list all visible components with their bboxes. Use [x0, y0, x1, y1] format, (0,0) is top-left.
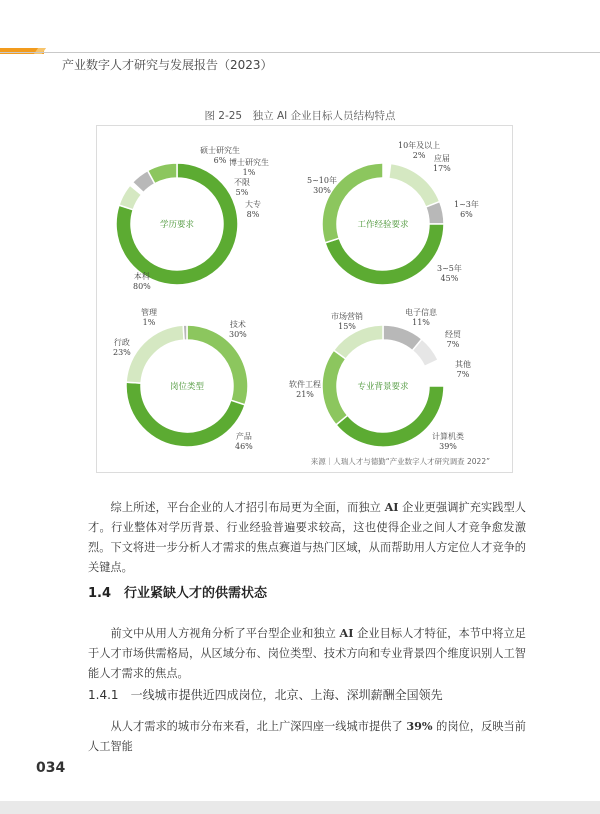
- figure-caption: 图 2-25 独立 AI 企业目标人员结构特点: [204, 110, 396, 122]
- subsection-heading: 1.4.1 一线城市提供近四成岗位，北京、上海、深圳薪酬全国领先: [88, 688, 443, 702]
- running-header: 产业数字人才研究与发展报告（2023）: [62, 58, 273, 72]
- chart1-label-master: 硕士研究生 6%: [200, 146, 240, 165]
- chart1-label-unlimited: 不限 5%: [234, 178, 250, 197]
- chart4-label-software: 软件工程 21%: [289, 380, 321, 399]
- chart4-slice-3: [336, 386, 444, 447]
- chart3-slice-3: [183, 325, 187, 340]
- chart4-label-other: 其他 7%: [455, 360, 471, 379]
- chart3-label-tech: 技术 30%: [229, 320, 247, 339]
- chart4-label-cs: 计算机类 39%: [432, 432, 464, 451]
- page-number: 034: [36, 760, 66, 776]
- chart3-label-mgmt: 管理 1%: [141, 308, 157, 327]
- chart1-center-label: 学历要求: [159, 220, 194, 230]
- chart2-center-label: 工作经验要求: [357, 220, 409, 230]
- chart2-slice-3: [325, 224, 444, 285]
- donut-charts: [97, 126, 512, 472]
- chart2-label-3-5: 3~5年 45%: [437, 264, 462, 283]
- chart2-label-1-3: 1~3年 6%: [454, 200, 479, 219]
- chart4-label-electronics: 电子信息 11%: [405, 308, 437, 327]
- header-rule: [0, 52, 600, 53]
- chart2-label-fresh: 应届 17%: [433, 154, 451, 173]
- figure-frame: [96, 125, 513, 473]
- chart1-label-college: 大专 8%: [245, 200, 261, 219]
- figure-source: 来源｜人瑞人才与德勤“产业数字人才研究调查 2022”: [310, 457, 490, 466]
- paragraph-city-distribution: 从人才需求的城市分布来看，北上广深四座一线城市提供了 39% 的岗位，反映当前人工智能: [88, 719, 526, 753]
- chart2-label-10plus: 10年及以上 2%: [398, 141, 441, 160]
- chart3-label-admin: 行政 23%: [113, 338, 131, 357]
- chart2-slice-4: [322, 163, 383, 243]
- chart4-label-marketing: 市场营销 15%: [331, 312, 363, 331]
- chart3-center-label: 岗位类型: [169, 382, 204, 392]
- chart4-center-label: 专业背景要求: [357, 382, 409, 392]
- paragraph-summary: 综上所述，平台企业的人才招引布局更为全面，而独立 AI 企业更强调扩充实践型人才。行业整体对学历背景、行业经验普遍要求较高，这也使得企业之间人才竞争愈发激烈。下文将进一步分析人才需求的焦点赛道与热门区域，从而帮助用人方定位人才竞争的关键点。: [88, 500, 526, 574]
- chart3-slice-2: [126, 325, 184, 383]
- bottom-margin-band: [0, 801, 600, 814]
- chart3-label-product: 产品 46%: [235, 432, 253, 451]
- chart1-label-phd: 博士研究生 1%: [229, 158, 269, 177]
- section-heading: 1.4 行业紧缺人才的供需状态: [88, 586, 268, 601]
- chart1-label-bachelor: 本科 80%: [133, 272, 151, 291]
- chart4-label-trade: 经贸 7%: [445, 330, 461, 349]
- paragraph-section-intro: 前文中从用人方视角分析了平台型企业和独立 AI 企业目标人才特征，本节中将立足于人才市场供需格局，从区域分布、岗位类型、技术方向和专业背景四个维度识别人工智能人才需求的焦点。: [88, 626, 526, 680]
- chart2-label-5-10: 5~10年 30%: [307, 176, 337, 195]
